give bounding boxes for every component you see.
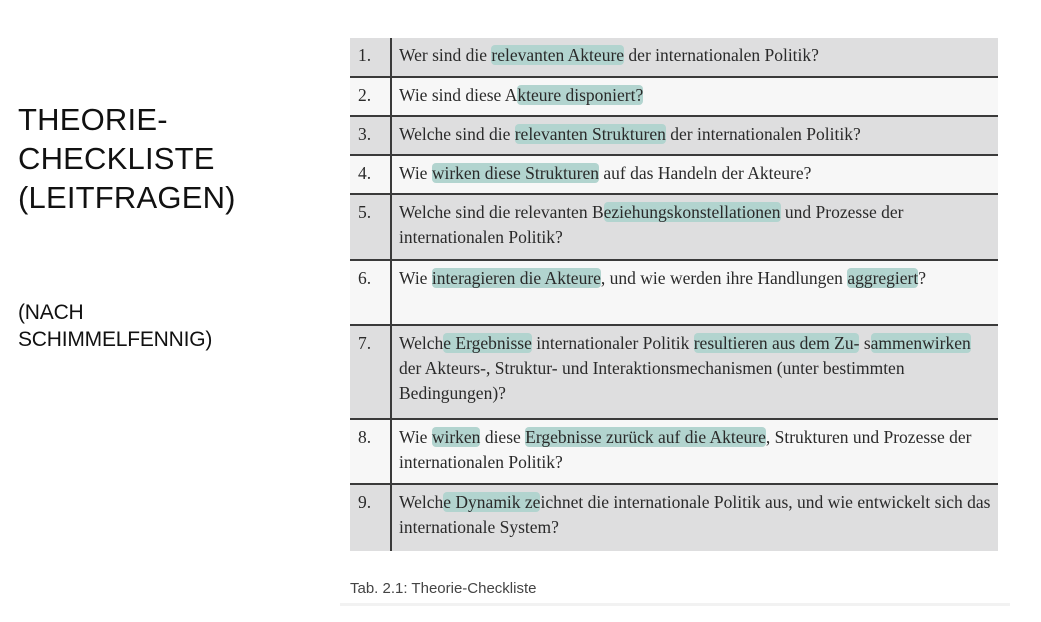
highlighted-phrase: wirken diese Strukturen xyxy=(431,163,600,183)
text-segment: Wie xyxy=(399,163,432,183)
table-row xyxy=(350,261,998,326)
row-number: 6. xyxy=(350,261,392,324)
highlighted-phrase: relevanten Akteure xyxy=(491,45,625,65)
table-row xyxy=(350,420,998,485)
table-row xyxy=(350,156,998,195)
question-text xyxy=(392,156,998,193)
highlighted-phrase: interagieren die Akteure xyxy=(431,268,601,288)
row-number: 8. xyxy=(350,420,392,483)
question-text xyxy=(392,78,998,115)
text-segment: Wie sind diese A xyxy=(399,85,518,105)
highlighted-phrase: wirken xyxy=(431,427,481,447)
highlighted-phrase: kteure disponiert? xyxy=(517,85,644,105)
text-segment: der Akteurs-, Struktur- und Interaktionsmechanismen (unter bestimmten Bedingungen)? xyxy=(399,358,905,403)
subtitle-line: (NACH xyxy=(18,301,84,324)
caption-divider xyxy=(340,603,1010,606)
text-segment: auf das Handeln der Akteure? xyxy=(599,163,812,183)
question-text xyxy=(392,195,998,259)
highlighted-phrase: ammenwirken xyxy=(870,333,971,353)
row-number: 7. xyxy=(350,326,392,418)
highlighted-phrase: aggregiert xyxy=(847,268,919,288)
title-line: (LEITFRAGEN) xyxy=(18,180,236,215)
table-row xyxy=(350,78,998,117)
question-text xyxy=(392,38,998,76)
row-number: 4. xyxy=(350,156,392,193)
subtitle-line: SCHIMMELFENNIG) xyxy=(18,328,213,351)
highlighted-phrase: resultieren aus dem Zu- xyxy=(693,333,860,353)
row-number: 2. xyxy=(350,78,392,115)
text-segment: , Strukturen und Prozesse der internationalen Politik? xyxy=(399,427,972,472)
subtitle xyxy=(18,299,318,353)
page-title xyxy=(18,100,318,217)
question-text xyxy=(392,261,998,324)
table-row xyxy=(350,117,998,156)
question-text xyxy=(392,485,998,551)
highlighted-phrase: e Dynamik ze xyxy=(443,492,541,512)
text-segment: Wie xyxy=(399,427,432,447)
text-segment: Welche sind die relevanten B xyxy=(399,202,604,222)
text-segment: diese xyxy=(480,427,526,447)
highlighted-phrase: Ergebnisse zurück auf die Akteure xyxy=(525,427,766,447)
question-text xyxy=(392,420,998,483)
text-segment: internationaler Politik xyxy=(531,333,694,353)
checklist-table xyxy=(350,38,998,551)
text-segment: Welch xyxy=(399,492,444,512)
text-segment: und Prozesse der internationalen Politik? xyxy=(399,202,904,247)
title-line: THEORIE- xyxy=(18,102,168,137)
text-segment: , und wie werden ihre Handlungen xyxy=(600,268,848,288)
text-segment: der internationalen Politik? xyxy=(624,45,819,65)
text-segment: Wie xyxy=(399,268,432,288)
highlighted-phrase: e Ergebnisse xyxy=(443,333,532,353)
row-number: 1. xyxy=(350,38,392,76)
text-segment: ichnet die internationale Politik aus, und wie entwickelt sich das internationale System? xyxy=(399,492,991,537)
table-row xyxy=(350,326,998,420)
highlighted-phrase: relevanten Strukturen xyxy=(514,124,666,144)
text-segment: s xyxy=(859,333,871,353)
table-row xyxy=(350,38,998,78)
question-text xyxy=(392,326,998,418)
table-row xyxy=(350,195,998,261)
highlighted-phrase: eziehungskonstellationen xyxy=(603,202,781,222)
table-row xyxy=(350,485,998,551)
text-segment: der internationalen Politik? xyxy=(665,124,861,144)
text-segment: Welche sind die xyxy=(399,124,515,144)
row-number: 5. xyxy=(350,195,392,259)
title-line: CHECKLISTE xyxy=(18,141,215,176)
row-number: 9. xyxy=(350,485,392,551)
table-caption: Tab. 2.1: Theorie-Checkliste xyxy=(350,580,537,597)
text-segment: Welch xyxy=(399,333,444,353)
text-segment: ? xyxy=(918,268,927,288)
text-segment: Wer sind die xyxy=(399,45,492,65)
row-number: 3. xyxy=(350,117,392,154)
question-text xyxy=(392,117,998,154)
